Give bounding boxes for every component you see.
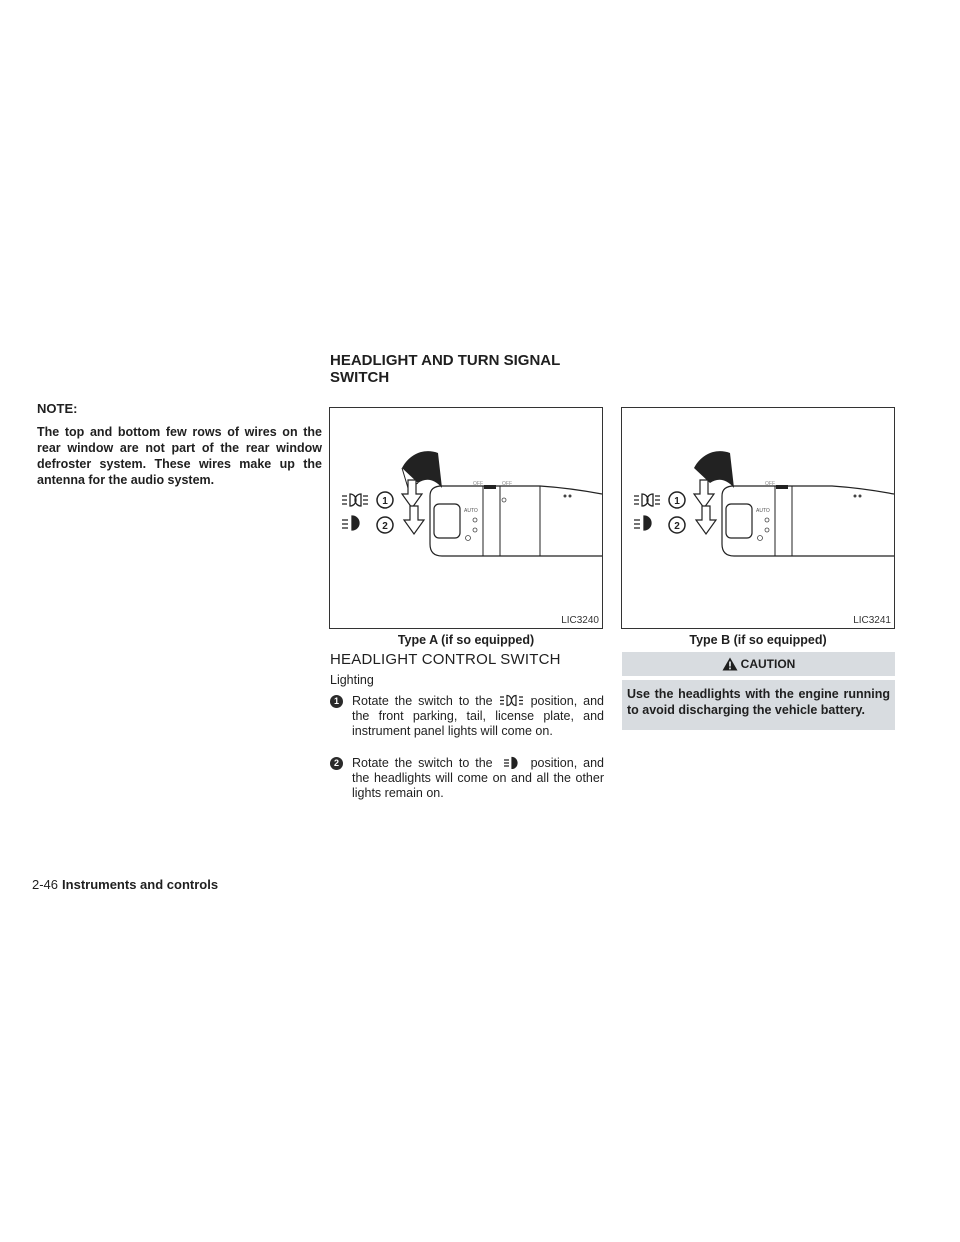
svg-text:AUTO: AUTO xyxy=(464,508,478,514)
step-number: 1 xyxy=(330,695,343,708)
switch-diagram-a xyxy=(330,408,602,628)
svg-text:OFF: OFF xyxy=(502,481,512,487)
subsection-heading: HEADLIGHT CONTROL SWITCH xyxy=(330,651,561,668)
footer-section: Instruments and controls xyxy=(62,877,219,892)
step-text-pre: Rotate the switch to the xyxy=(352,756,493,770)
caution-body: Use the headlights with the engine running to avoid discharging the vehicle battery. xyxy=(622,680,895,730)
caution-label: CAUTION xyxy=(740,657,796,671)
figure-code: LIC3241 xyxy=(853,615,891,626)
svg-text:1: 1 xyxy=(674,496,680,507)
section-title: HEADLIGHT AND TURN SIGNAL SWITCH xyxy=(330,352,560,386)
page-number: 2-46 xyxy=(32,877,59,892)
parking-light-icon xyxy=(499,694,525,707)
step-number: 2 xyxy=(330,757,343,770)
svg-text:2: 2 xyxy=(674,521,680,532)
figure-caption-a: Type A (if so equipped) xyxy=(397,633,535,647)
step-1 xyxy=(330,694,604,739)
figure-type-a xyxy=(329,407,603,629)
svg-text:AUTO: AUTO xyxy=(756,508,770,514)
warning-icon xyxy=(722,657,738,671)
headlight-icon xyxy=(499,756,525,769)
svg-text:1: 1 xyxy=(382,496,388,507)
figure-type-b xyxy=(621,407,895,629)
step-text-post: position, and the front parking, tail, license plate, and instrument panel lights will come on. xyxy=(352,694,604,738)
page-footer xyxy=(32,877,218,892)
lighting-label: Lighting xyxy=(330,673,374,687)
note-heading: NOTE: xyxy=(37,401,78,416)
switch-diagram-b xyxy=(622,408,894,628)
step-2 xyxy=(330,756,604,801)
note-body: The top and bottom few rows of wires on the rear window are not part of the rear window defroster system. These wires make up the antenna for the audio system. xyxy=(37,425,322,487)
svg-text:2: 2 xyxy=(382,521,388,532)
step-text-post: position, and the headlights will come on and all the other lights remain on. xyxy=(352,756,604,800)
step-text-pre: Rotate the switch to the xyxy=(352,694,493,708)
figure-code: LIC3240 xyxy=(561,615,599,626)
svg-text:OFF: OFF xyxy=(473,481,483,487)
caution-header xyxy=(622,652,895,676)
figure-caption-b: Type B (if so equipped) xyxy=(689,633,827,647)
svg-text:OFF: OFF xyxy=(765,481,775,487)
